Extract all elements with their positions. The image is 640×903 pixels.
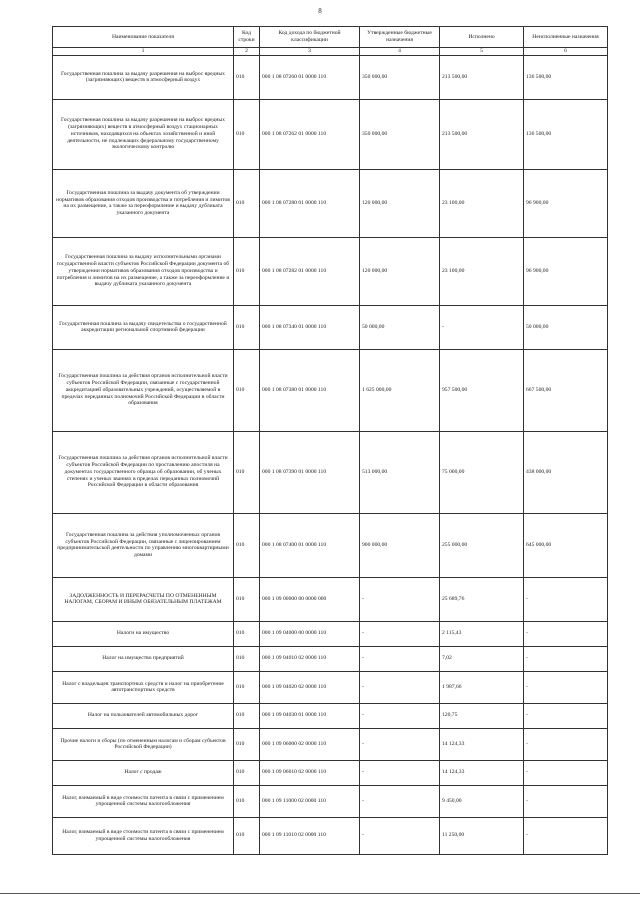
table-row xyxy=(53,577,608,621)
cell-done: 14 124,33 xyxy=(440,728,524,760)
table-row xyxy=(53,621,608,646)
cell-kbk: 000 1 08 07390 01 0000 110 xyxy=(260,431,360,513)
cell-done: 213 500,00 xyxy=(440,99,524,169)
cell-left: 136 500,00 xyxy=(524,55,608,99)
column-header-name: Наименование показателя xyxy=(53,27,234,48)
cell-name: Государственная пошлина за выдачу свидетельства о государственной аккредитации региональной спортивной федерации xyxy=(53,305,234,349)
cell-done: 957 500,00 xyxy=(440,349,524,431)
cell-code: 010 xyxy=(234,785,260,817)
cell-name: Налог, взимаемый в виде стоимости патента в связи с применением упрощенной системы налогообложения xyxy=(53,785,234,817)
cell-kbk: 000 1 09 11000 02 0000 110 xyxy=(260,785,360,817)
cell-approved: - xyxy=(360,577,440,621)
cell-kbk: 000 1 09 06000 02 0000 110 xyxy=(260,728,360,760)
cell-name: ЗАДОЛЖЕННОСТЬ И ПЕРЕРАСЧЕТЫ ПО ОТМЕНЕННЫМ НАЛОГАМ, СБОРАМ И ИНЫМ ОБЯЗАТЕЛЬНЫМ ПЛАТЕЖАМ xyxy=(53,577,234,621)
column-header-code: Код строки xyxy=(234,27,260,48)
cell-done: 75 000,00 xyxy=(440,431,524,513)
cell-approved: - xyxy=(360,621,440,646)
column-header-left: Неисполненные назначения xyxy=(524,27,608,48)
cell-kbk: 000 1 08 07262 01 0000 110 xyxy=(260,99,360,169)
cell-done: 23 100,00 xyxy=(440,237,524,305)
cell-done: 2 115,43 xyxy=(440,621,524,646)
column-number: 1 xyxy=(53,48,234,56)
table-row xyxy=(53,760,608,785)
table-row xyxy=(53,237,608,305)
cell-approved: - xyxy=(360,728,440,760)
column-number-row xyxy=(53,48,608,56)
column-number: 3 xyxy=(260,48,360,56)
cell-left: 96 900,00 xyxy=(524,237,608,305)
cell-name: Государственная пошлина за действия органов исполнительной власти субъектов Российской Федерации, связанные с государственной аккредитацией образовательных учреждений, осуществляемой в пределах переданных полномочий Российской Федерации в области образования xyxy=(53,349,234,431)
cell-left: - xyxy=(524,621,608,646)
cell-left: 645 000,00 xyxy=(524,513,608,577)
cell-done: 25 689,76 xyxy=(440,577,524,621)
cell-name: Государственная пошлина за действия органов исполнительной власти субъектов Российской Федерации по проставлению апостиля на документах государственного образца об образовании, об ученых степенях и ученых званиях в пределах переданных полномочий Российской Федерации в области образования xyxy=(53,431,234,513)
cell-code: 010 xyxy=(234,817,260,854)
column-header-approved: Утвержденные бюджетные назначения xyxy=(360,27,440,48)
cell-name: Налог на имущество предприятий xyxy=(53,646,234,671)
cell-kbk: 000 1 08 07280 01 0000 110 xyxy=(260,169,360,237)
cell-kbk: 000 1 09 04000 00 0000 110 xyxy=(260,621,360,646)
cell-left: - xyxy=(524,760,608,785)
cell-code: 010 xyxy=(234,305,260,349)
cell-name: Прочие налоги и сборы (по отмененным налогам и сборам субъектов Российской Федерации) xyxy=(53,728,234,760)
table-row xyxy=(53,349,608,431)
column-number: 2 xyxy=(234,48,260,56)
cell-done: 213 500,00 xyxy=(440,55,524,99)
table-row xyxy=(53,785,608,817)
cell-kbk: 000 1 09 06010 02 0000 110 xyxy=(260,760,360,785)
cell-code: 010 xyxy=(234,703,260,728)
cell-done: 14 124,33 xyxy=(440,760,524,785)
cell-approved: 513 000,00 xyxy=(360,431,440,513)
cell-code: 010 xyxy=(234,728,260,760)
cell-code: 010 xyxy=(234,760,260,785)
cell-left: 96 900,00 xyxy=(524,169,608,237)
cell-done: 120,75 xyxy=(440,703,524,728)
table-row xyxy=(53,817,608,854)
cell-name: Налог, взимаемый в виде стоимости патента в связи с применением упрощенной системы налогообложения xyxy=(53,817,234,854)
table-row xyxy=(53,431,608,513)
column-number: 6 xyxy=(524,48,608,56)
cell-kbk: 000 1 08 07380 01 0000 110 xyxy=(260,349,360,431)
column-header-kbk: Код дохода по бюджетной классификации xyxy=(260,27,360,48)
table-row xyxy=(53,305,608,349)
cell-code: 010 xyxy=(234,646,260,671)
cell-code: 010 xyxy=(234,237,260,305)
cell-name: Государственная пошлина за выдачу исполнительными органами государственной власти субъектов Российской Федерации документа об утверждении нормативов образования отходов производства и потребления и лимитов на их размещение, а также за переоформление и выдачу дубликата указанного документа xyxy=(53,237,234,305)
cell-approved: - xyxy=(360,760,440,785)
cell-left: - xyxy=(524,577,608,621)
cell-code: 010 xyxy=(234,671,260,703)
cell-kbk: 000 1 08 07260 01 0000 110 xyxy=(260,55,360,99)
cell-kbk: 000 1 08 07340 01 0000 110 xyxy=(260,305,360,349)
revenue-execution-table xyxy=(52,26,608,855)
cell-approved: - xyxy=(360,646,440,671)
cell-kbk: 000 1 08 07282 01 0000 110 xyxy=(260,237,360,305)
cell-kbk: 000 1 09 00000 00 0000 000 xyxy=(260,577,360,621)
cell-name: Государственная пошлина за выдачу разрешения на выброс вредных (загрязняющих) веществ в атмосферный воздух xyxy=(53,55,234,99)
cell-left: 136 500,00 xyxy=(524,99,608,169)
cell-done: - xyxy=(440,305,524,349)
table-row xyxy=(53,99,608,169)
table-header-row xyxy=(53,27,608,48)
cell-approved: 120 000,00 xyxy=(360,169,440,237)
table-row xyxy=(53,728,608,760)
cell-approved: - xyxy=(360,703,440,728)
table-row xyxy=(53,169,608,237)
cell-done: 23 100,00 xyxy=(440,169,524,237)
cell-left: - xyxy=(524,671,608,703)
cell-approved: - xyxy=(360,817,440,854)
cell-approved: 1 625 000,00 xyxy=(360,349,440,431)
cell-name: Государственная пошлина за выдачу документа об утверждении нормативов образования отходов производства и потребления и лимитов на их размещение, а также за переоформление и выдачу дубликата указанного документа xyxy=(53,169,234,237)
table-row xyxy=(53,671,608,703)
cell-kbk: 000 1 09 11010 02 0000 110 xyxy=(260,817,360,854)
cell-code: 010 xyxy=(234,349,260,431)
cell-left: - xyxy=(524,703,608,728)
table-row xyxy=(53,55,608,99)
cell-kbk: 000 1 09 04010 02 0000 110 xyxy=(260,646,360,671)
cell-code: 010 xyxy=(234,99,260,169)
column-number: 5 xyxy=(440,48,524,56)
column-header-done: Исполнено xyxy=(440,27,524,48)
cell-approved: - xyxy=(360,671,440,703)
cell-approved: 900 000,00 xyxy=(360,513,440,577)
cell-left: 438 000,00 xyxy=(524,431,608,513)
cell-name: Налог на пользователей автомобильных дорог xyxy=(53,703,234,728)
cell-name: Государственная пошлина за действия уполномоченных органов субъектов Российской Федерации, связанные с лицензированием предпринимательской деятельности по управлению многоквартирными домами xyxy=(53,513,234,577)
cell-kbk: 000 1 09 04020 02 0000 110 xyxy=(260,671,360,703)
cell-approved: 50 000,00 xyxy=(360,305,440,349)
cell-kbk: 000 1 09 04030 01 0000 110 xyxy=(260,703,360,728)
cell-approved: 350 000,00 xyxy=(360,55,440,99)
cell-approved: 120 000,00 xyxy=(360,237,440,305)
cell-approved: 350 000,00 xyxy=(360,99,440,169)
cell-name: Налоги на имущество xyxy=(53,621,234,646)
cell-code: 010 xyxy=(234,431,260,513)
cell-left: - xyxy=(524,785,608,817)
table-row xyxy=(53,513,608,577)
cell-code: 010 xyxy=(234,513,260,577)
cell-left: 50 000,00 xyxy=(524,305,608,349)
cell-left: - xyxy=(524,646,608,671)
cell-done: 11 250,00 xyxy=(440,817,524,854)
cell-done: 255 000,00 xyxy=(440,513,524,577)
cell-left: 667 500,00 xyxy=(524,349,608,431)
cell-code: 010 xyxy=(234,169,260,237)
cell-kbk: 000 1 08 07400 01 0000 110 xyxy=(260,513,360,577)
cell-done: 1 987,66 xyxy=(440,671,524,703)
cell-name: Государственная пошлина за выдачу разрешения на выброс вредных (загрязняющих) веществ в атмосферный воздух стационарных источников, находящихся на объектах хозяйственной и иной деятельности, не подлежащих федеральному государственному экологическому контролю xyxy=(53,99,234,169)
table-row xyxy=(53,703,608,728)
cell-left: - xyxy=(524,728,608,760)
cell-name: Налог с продаж xyxy=(53,760,234,785)
cell-done: 9 450,00 xyxy=(440,785,524,817)
cell-name: Налог с владельцев транспортных средств и налог на приобретение автотранспортных средств xyxy=(53,671,234,703)
cell-code: 010 xyxy=(234,621,260,646)
page-number: 8 xyxy=(318,7,322,15)
page-bottom-rule xyxy=(0,893,640,894)
cell-code: 010 xyxy=(234,55,260,99)
table-row xyxy=(53,646,608,671)
cell-approved: - xyxy=(360,785,440,817)
cell-left: - xyxy=(524,817,608,854)
column-number: 4 xyxy=(360,48,440,56)
cell-code: 010 xyxy=(234,577,260,621)
table-body xyxy=(53,55,608,854)
cell-done: 7,02 xyxy=(440,646,524,671)
